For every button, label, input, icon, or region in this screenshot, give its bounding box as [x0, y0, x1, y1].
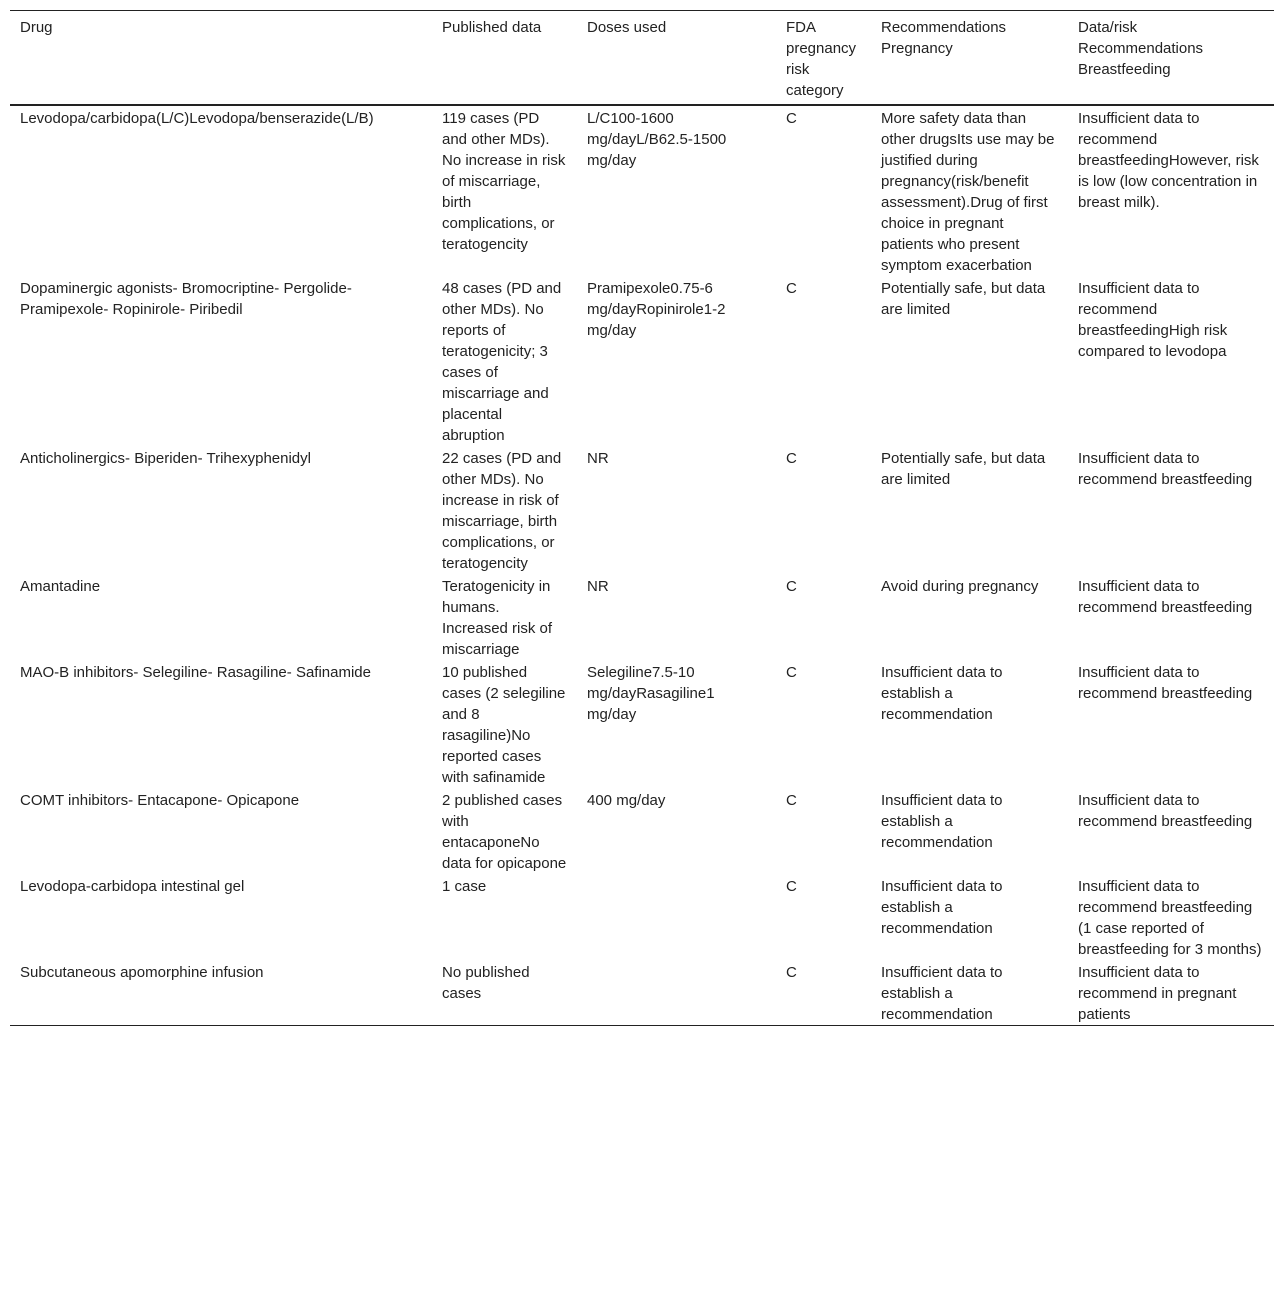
table-row — [10, 446, 1274, 574]
drug-table-container — [10, 10, 1274, 1026]
cell-fda-category: C — [786, 964, 797, 981]
cell-doses-used: 400 mg/day — [587, 792, 666, 809]
table-header — [10, 11, 1274, 106]
cell-breastfeeding: Insufficient data to recommend breastfeeding — [1078, 792, 1253, 830]
table-row — [10, 960, 1274, 1026]
cell-published-data: 1 case — [442, 878, 487, 895]
cell-doses-used: Selegiline7.5-10 mg/dayRasagiline1 mg/day — [587, 664, 715, 723]
cell-fda-category: C — [786, 280, 797, 297]
header-fda-category: FDA pregnancy risk category — [786, 19, 857, 99]
table-row — [10, 660, 1274, 788]
cell-fda-category: C — [786, 578, 797, 595]
cell-published-data: 22 cases (PD and other MDs). No increase in risk of miscarriage, birth complications, or teratogencity — [442, 450, 562, 572]
cell-fda-category: C — [786, 664, 797, 681]
cell-pregnancy: Insufficient data to establish a recommendation — [881, 964, 1003, 1023]
cell-published-data: 2 published cases with entacaponeNo data for opicapone — [442, 792, 567, 872]
cell-pregnancy: Insufficient data to establish a recommendation — [881, 878, 1003, 937]
cell-pregnancy: Potentially safe, but data are limited — [881, 450, 1046, 488]
table-row — [10, 874, 1274, 960]
table-row — [10, 105, 1274, 276]
cell-pregnancy: More safety data than other drugsIts use may be justified during pregnancy(risk/benefit assessment).Drug of first choice in pregnant patients who present symptom exacerbation — [881, 110, 1055, 274]
cell-breastfeeding: Insufficient data to recommend breastfeedingHowever, risk is low (low concentration in breast milk). — [1078, 110, 1259, 211]
cell-doses-used — [577, 874, 776, 960]
cell-doses-used: Pramipexole0.75-6 mg/dayRopinirole1-2 mg/day — [587, 280, 726, 339]
cell-drug: Amantadine — [20, 578, 101, 595]
header-breastfeeding-recommendations: Data/risk Recommendations Breastfeeding — [1078, 19, 1204, 78]
cell-drug: Levodopa-carbidopa intestinal gel — [20, 878, 245, 895]
cell-fda-category: C — [786, 792, 797, 809]
cell-breastfeeding: Insufficient data to recommend breastfeeding (1 case reported of breastfeeding for 3 months) — [1078, 878, 1262, 958]
table-body — [10, 105, 1274, 1026]
cell-doses-used: NR — [587, 578, 609, 595]
header-drug: Drug — [20, 19, 53, 36]
header-pregnancy-recommendations: Recommendations Pregnancy — [881, 19, 1007, 57]
cell-breastfeeding: Insufficient data to recommend breastfeeding — [1078, 664, 1253, 702]
cell-published-data: No published cases — [442, 964, 530, 1002]
cell-breastfeeding: Insufficient data to recommend breastfeeding — [1078, 450, 1253, 488]
cell-published-data: 119 cases (PD and other MDs). No increase in risk of miscarriage, birth complications, or teratogencity — [442, 110, 566, 253]
cell-fda-category: C — [786, 450, 797, 467]
drug-safety-table — [10, 10, 1274, 1026]
cell-drug: Subcutaneous apomorphine infusion — [20, 964, 264, 981]
cell-doses-used — [577, 960, 776, 1026]
cell-published-data: Teratogenicity in humans. Increased risk of miscarriage — [442, 578, 553, 658]
table-row — [10, 574, 1274, 660]
cell-drug: COMT inhibitors- Entacapone- Opicapone — [20, 792, 300, 809]
cell-doses-used: NR — [587, 450, 609, 467]
cell-drug: Anticholinergics- Biperiden- Trihexyphenidyl — [20, 450, 311, 467]
cell-pregnancy: Insufficient data to establish a recommendation — [881, 664, 1003, 723]
cell-doses-used: L/C100-1600 mg/dayL/B62.5-1500 mg/day — [587, 110, 727, 169]
cell-breastfeeding: Insufficient data to recommend breastfeedingHigh risk compared to levodopa — [1078, 280, 1228, 360]
header-doses-used: Doses used — [587, 19, 667, 36]
cell-drug: Levodopa/carbidopa(L/C)Levodopa/benserazide(L/B) — [20, 110, 374, 127]
cell-drug: Dopaminergic agonists- Bromocriptine- Pergolide- Pramipexole- Ropinirole- Piribedil — [20, 280, 352, 318]
header-published-data: Published data — [442, 19, 542, 36]
cell-published-data: 10 published cases (2 selegiline and 8 rasagiline)No reported cases with safinamide — [442, 664, 566, 786]
cell-pregnancy: Potentially safe, but data are limited — [881, 280, 1046, 318]
cell-breastfeeding: Insufficient data to recommend breastfeeding — [1078, 578, 1253, 616]
cell-pregnancy: Avoid during pregnancy — [881, 578, 1039, 595]
cell-drug: MAO-B inhibitors- Selegiline- Rasagiline- Safinamide — [20, 664, 371, 681]
table-row — [10, 276, 1274, 446]
cell-fda-category: C — [786, 878, 797, 895]
cell-pregnancy: Insufficient data to establish a recommendation — [881, 792, 1003, 851]
header-row — [10, 11, 1274, 106]
cell-published-data: 48 cases (PD and other MDs). No reports of teratogenicity; 3 cases of miscarriage and placental abruption — [442, 280, 562, 444]
cell-fda-category: C — [786, 110, 797, 127]
cell-breastfeeding: Insufficient data to recommend in pregnant patients — [1078, 964, 1237, 1023]
table-row — [10, 788, 1274, 874]
